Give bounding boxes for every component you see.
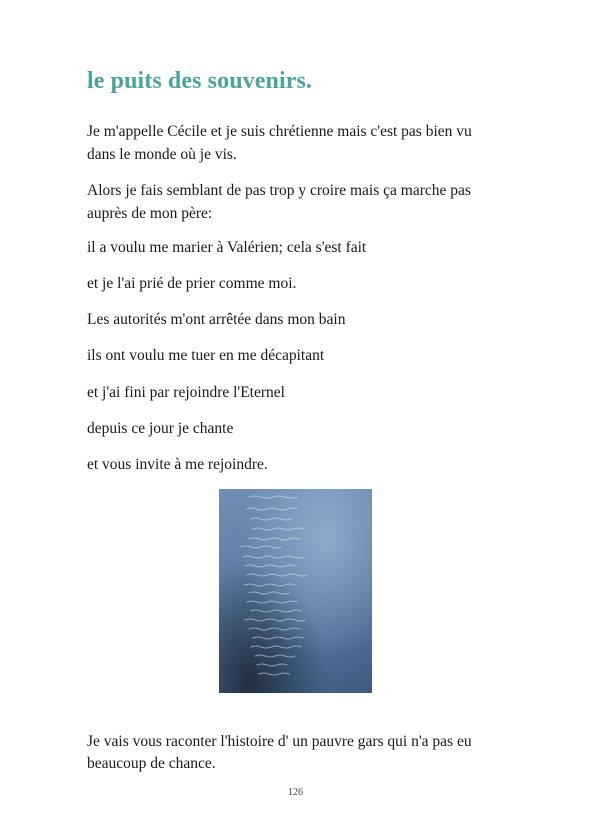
paragraph-line: Je m'appelle Cécile et je suis chrétienne mais c'est pas bien vu (87, 123, 472, 140)
paragraph-line: depuis ce jour je chante (87, 420, 234, 437)
page-title: le puits des souvenirs. (87, 68, 313, 94)
handwriting-scribbles (219, 489, 372, 693)
paragraph-line: dans le monde où je vis. (87, 146, 237, 163)
page-number: 126 (288, 787, 303, 798)
paragraph-line: auprès de mon père: (87, 205, 213, 222)
paragraph-line: Les autorités m'ont arrêtée dans mon bain (87, 311, 346, 328)
paragraph-line: ils ont voulu me tuer en me décapitant (87, 347, 325, 364)
paragraph-line: et j'ai fini par rejoindre l'Eternel (87, 384, 285, 401)
paragraph-line: beaucoup de chance. (87, 755, 216, 772)
handwritten-page-photo (219, 489, 372, 693)
paragraph-line: Je vais vous raconter l'histoire d' un pauvre gars qui n'a pas eu (87, 733, 472, 750)
paragraph-line: Alors je fais semblant de pas trop y croire mais ça marche pas (87, 182, 471, 199)
paragraph-line: et je l'ai prié de prier comme moi. (87, 275, 297, 292)
paragraph-line: et vous invite à me rejoindre. (87, 456, 268, 473)
paragraph-line: il a voulu me marier à Valérien; cela s'est fait (87, 239, 367, 256)
